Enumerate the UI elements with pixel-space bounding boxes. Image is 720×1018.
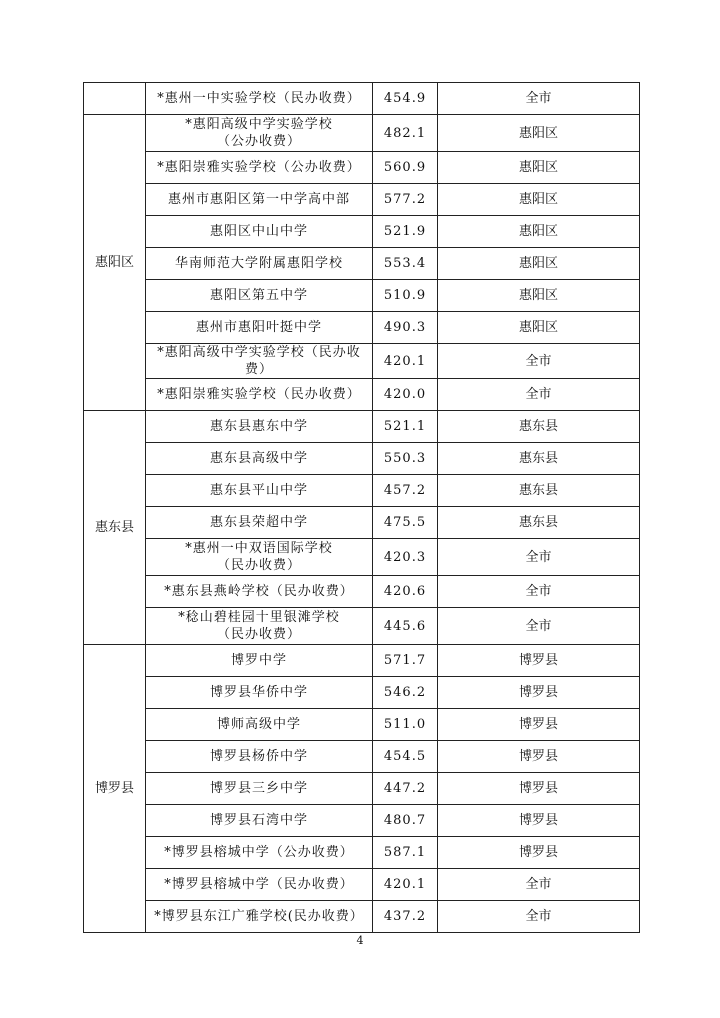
enrollment-scope-cell: 惠阳区: [438, 216, 640, 248]
page-number: 4: [356, 934, 364, 947]
enrollment-scope-cell: 全市: [438, 344, 640, 379]
table-row: [84, 475, 640, 507]
enrollment-scope-cell: 博罗县: [438, 645, 640, 677]
school-name-cell: 博罗中学: [146, 645, 373, 677]
enrollment-scope-cell: 惠阳区: [438, 184, 640, 216]
table-row: [84, 741, 640, 773]
score-cell: 445.6: [373, 608, 438, 645]
enrollment-scope-cell: 博罗县: [438, 709, 640, 741]
score-cell: 475.5: [373, 507, 438, 539]
score-cell: 560.9: [373, 152, 438, 184]
school-name-cell: 惠东县荣超中学: [146, 507, 373, 539]
school-name-cell: 惠东县平山中学: [146, 475, 373, 507]
table-row: [84, 379, 640, 411]
score-cell: 454.5: [373, 741, 438, 773]
score-cell: 521.1: [373, 411, 438, 443]
score-cell: 454.9: [373, 83, 438, 115]
enrollment-scope-cell: 博罗县: [438, 837, 640, 869]
table-row: [84, 216, 640, 248]
table-row: [84, 280, 640, 312]
table-row: [84, 901, 640, 933]
table-row: [84, 115, 640, 152]
score-cell: 577.2: [373, 184, 438, 216]
table-row: [84, 837, 640, 869]
school-name-cell: *惠东县燕岭学校（民办收费）: [146, 576, 373, 608]
score-cell: 420.0: [373, 379, 438, 411]
school-name-cell: 华南师范大学附属惠阳学校: [146, 248, 373, 280]
table-row: [84, 869, 640, 901]
table-row: [84, 83, 640, 115]
enrollment-scope-cell: 全市: [438, 869, 640, 901]
school-name-cell: *博罗县东江广雅学校(民办收费）: [146, 901, 373, 933]
score-cell: 420.6: [373, 576, 438, 608]
score-cell: 420.1: [373, 869, 438, 901]
table-row: [84, 805, 640, 837]
enrollment-scope-cell: 惠东县: [438, 475, 640, 507]
school-name-cell: 惠东县高级中学: [146, 443, 373, 475]
table-row: [84, 576, 640, 608]
score-cell: 571.7: [373, 645, 438, 677]
score-cell: 420.3: [373, 539, 438, 576]
admission-score-table: [83, 82, 640, 933]
score-cell: 587.1: [373, 837, 438, 869]
enrollment-scope-cell: 全市: [438, 608, 640, 645]
school-name-cell: *惠阳高级中学实验学校 （公办收费）: [146, 115, 373, 152]
school-name-cell: 惠州市惠阳叶挺中学: [146, 312, 373, 344]
school-name-cell: 博罗县石湾中学: [146, 805, 373, 837]
enrollment-scope-cell: 惠阳区: [438, 152, 640, 184]
table-row: [84, 608, 640, 645]
table-row: [84, 411, 640, 443]
table-row: [84, 645, 640, 677]
score-cell: 447.2: [373, 773, 438, 805]
table-row: [84, 184, 640, 216]
enrollment-scope-cell: 惠东县: [438, 411, 640, 443]
score-cell: 510.9: [373, 280, 438, 312]
table-row: [84, 507, 640, 539]
school-name-cell: *惠州一中实验学校（民办收费）: [146, 83, 373, 115]
score-cell: 457.2: [373, 475, 438, 507]
district-cell: 惠东县: [84, 411, 146, 645]
school-name-cell: *博罗县榕城中学（民办收费）: [146, 869, 373, 901]
school-name-cell: 惠阳区第五中学: [146, 280, 373, 312]
score-cell: 550.3: [373, 443, 438, 475]
enrollment-scope-cell: 惠阳区: [438, 280, 640, 312]
school-name-cell: 博师高级中学: [146, 709, 373, 741]
enrollment-scope-cell: 全市: [438, 379, 640, 411]
table-row: [84, 312, 640, 344]
school-name-cell: *博罗县榕城中学（公办收费）: [146, 837, 373, 869]
school-name-cell: 惠阳区中山中学: [146, 216, 373, 248]
school-name-cell: *惠州一中双语国际学校 （民办收费）: [146, 539, 373, 576]
school-name-cell: 博罗县华侨中学: [146, 677, 373, 709]
score-cell: 437.2: [373, 901, 438, 933]
school-name-cell: *稔山碧桂园十里银滩学校 （民办收费）: [146, 608, 373, 645]
score-cell: 480.7: [373, 805, 438, 837]
enrollment-scope-cell: 全市: [438, 539, 640, 576]
table-row: [84, 539, 640, 576]
table-row: [84, 443, 640, 475]
enrollment-scope-cell: 惠东县: [438, 507, 640, 539]
score-cell: 482.1: [373, 115, 438, 152]
enrollment-scope-cell: 惠东县: [438, 443, 640, 475]
enrollment-scope-cell: 全市: [438, 901, 640, 933]
score-cell: 553.4: [373, 248, 438, 280]
enrollment-scope-cell: 博罗县: [438, 805, 640, 837]
table-row: [84, 709, 640, 741]
score-cell: 511.0: [373, 709, 438, 741]
table-row: [84, 152, 640, 184]
enrollment-scope-cell: 惠阳区: [438, 115, 640, 152]
enrollment-scope-cell: 博罗县: [438, 741, 640, 773]
school-name-cell: 惠州市惠阳区第一中学高中部: [146, 184, 373, 216]
district-cell: 博罗县: [84, 645, 146, 933]
score-cell: 490.3: [373, 312, 438, 344]
table-row: [84, 344, 640, 379]
school-name-cell: *惠阳高级中学实验学校（民办收费）: [146, 344, 373, 379]
enrollment-scope-cell: 惠阳区: [438, 312, 640, 344]
district-cell: 惠阳区: [84, 115, 146, 411]
enrollment-scope-cell: 博罗县: [438, 773, 640, 805]
school-name-cell: *惠阳崇雅实验学校（公办收费）: [146, 152, 373, 184]
table-row: [84, 677, 640, 709]
school-name-cell: 博罗县杨侨中学: [146, 741, 373, 773]
school-name-cell: *惠阳崇雅实验学校（民办收费）: [146, 379, 373, 411]
score-cell: 521.9: [373, 216, 438, 248]
school-name-cell: 博罗县三乡中学: [146, 773, 373, 805]
table-row: [84, 248, 640, 280]
enrollment-scope-cell: 惠阳区: [438, 248, 640, 280]
score-cell: 546.2: [373, 677, 438, 709]
table-row: [84, 773, 640, 805]
school-name-cell: 惠东县惠东中学: [146, 411, 373, 443]
enrollment-scope-cell: 博罗县: [438, 677, 640, 709]
score-cell: 420.1: [373, 344, 438, 379]
enrollment-scope-cell: 全市: [438, 83, 640, 115]
district-cell: [84, 83, 146, 115]
enrollment-scope-cell: 全市: [438, 576, 640, 608]
